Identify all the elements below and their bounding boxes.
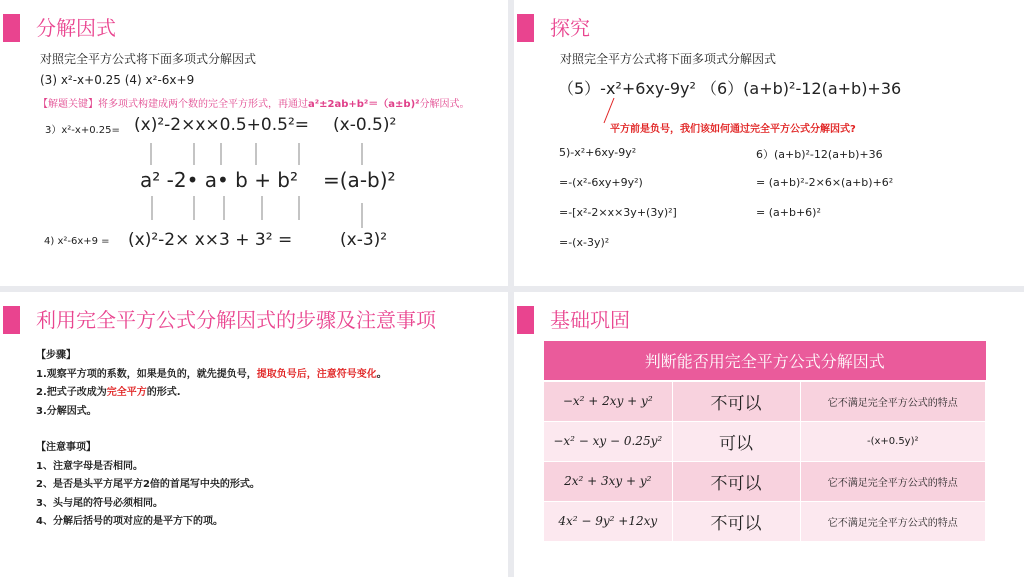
steps-content <box>36 347 387 532</box>
practice-table <box>544 341 986 542</box>
step-right-0: 6）(a+b)²-12(a+b)+36 <box>756 148 883 161</box>
title-accent-bar <box>517 306 534 334</box>
step-right-1: = (a+b)²-2×6×(a+b)+6² <box>756 176 894 189</box>
note-item: 3、头与尾的符号必须相同。 <box>36 497 163 509</box>
notes-heading: 【注意事项】 <box>36 442 96 453</box>
expression-cell: −x² + 2xy + y² <box>544 381 672 421</box>
step-left-3: =-(x-3y)² <box>559 236 610 249</box>
mapping-arrows <box>0 0 508 286</box>
step-1-text: 1.观察平方项的系数，如果是负的，就先提负号， <box>36 368 257 380</box>
step-left-2: =-[x²-2×x×3y+(3y)²] <box>559 206 677 219</box>
line4-expression: (x)²-2× x×3 + 3² = <box>128 230 293 250</box>
slide-title: 探究 <box>550 16 590 40</box>
table-row <box>544 421 986 461</box>
table-row <box>544 461 986 501</box>
question-text: 平方前是负号，我们该如何通过完全平方公式分解因式? <box>610 124 856 135</box>
verdict-cell: 不可以 <box>672 461 800 501</box>
step-1-end: 。 <box>376 368 387 380</box>
key-suffix: 分解因式。 <box>419 99 470 110</box>
verdict-cell: 可以 <box>672 421 800 461</box>
line3-label: 3）x²-x+0.25= <box>45 125 120 136</box>
step-right-2: = (a+b+6)² <box>756 206 821 219</box>
note-cell: 它不满足完全平方公式的特点 <box>800 461 986 501</box>
expression-cell: −x² − xy − 0.25y² <box>544 421 672 461</box>
steps-heading: 【步骤】 <box>36 350 76 361</box>
line3-result: (x-0.5)² <box>333 115 397 135</box>
expression-cell: 2x² + 3xy + y² <box>544 461 672 501</box>
slide-explore <box>514 0 1024 286</box>
step-3: 3.分解因式。 <box>36 405 97 417</box>
line4-label: 4) x²-6x+9 = <box>44 236 110 247</box>
step-2-highlight: 完全平方 <box>106 387 147 398</box>
step-left-1: =-(x²-6xy+9y²) <box>559 176 643 189</box>
key-formula: a²±2ab+b²＝（a±b)² <box>308 99 420 110</box>
verdict-cell: 不可以 <box>672 381 800 421</box>
table-row <box>544 501 986 541</box>
slide-practice <box>514 292 1024 577</box>
note-item: 4、分解后括号的项对应的是平方下的项。 <box>36 516 223 527</box>
slide-title: 基础巩固 <box>550 308 630 332</box>
step-2-text: 2.把式子改成为 <box>36 387 107 398</box>
note-cell: -(x+0.5y)² <box>800 421 986 461</box>
problems-text: （5）-x²+6xy-9y² （6）(a+b)²-12(a+b)+36 <box>558 79 902 98</box>
line3-expression: (x)²-2×x×0.5+0.5²= <box>134 115 310 135</box>
note-cell: 它不满足完全平方公式的特点 <box>800 501 986 541</box>
step-left-0: 5)-x²+6xy-9y² <box>559 146 637 159</box>
key-prefix: 【解题关键】将多项式构建成两个数的完全平方形式，再通过 <box>38 99 308 110</box>
step-2-end: 的形式. <box>146 387 181 398</box>
title-accent-bar <box>3 306 20 334</box>
expression-cell: 4x² − 9y² +12xy <box>544 501 672 541</box>
slide-title: 分解因式 <box>36 16 116 40</box>
step-1-highlight: 提取负号后，注意符号变化 <box>256 368 377 380</box>
step-1 <box>36 366 387 385</box>
note-item: 2、是否是头平方尾平方2倍的首尾写中央的形式。 <box>36 479 260 490</box>
formula-result: =(a-b)² <box>323 168 396 192</box>
intro-text: 对照完全平方公式将下面多项式分解因式 <box>40 52 257 66</box>
slide-title: 利用完全平方公式分解因式的步骤及注意事项 <box>36 308 436 332</box>
verdict-cell: 不可以 <box>672 501 800 541</box>
note-cell: 它不满足完全平方公式的特点 <box>800 381 986 421</box>
intro-text: 对照完全平方公式将下面多项式分解因式 <box>560 52 777 66</box>
formula-expression: a² -2• a• b + b² <box>140 168 299 192</box>
line4-result: (x-3)² <box>340 230 388 250</box>
table-row <box>544 381 986 421</box>
note-item: 1、注意字母是否相同。 <box>36 460 143 472</box>
problems-text: (3) x²-x+0.25 (4) x²-6x+9 <box>40 73 195 87</box>
table-header: 判断能否用完全平方公式分解因式 <box>544 341 986 381</box>
slide-factorization <box>0 0 508 286</box>
step-2 <box>36 384 387 403</box>
slide-steps <box>0 292 508 577</box>
